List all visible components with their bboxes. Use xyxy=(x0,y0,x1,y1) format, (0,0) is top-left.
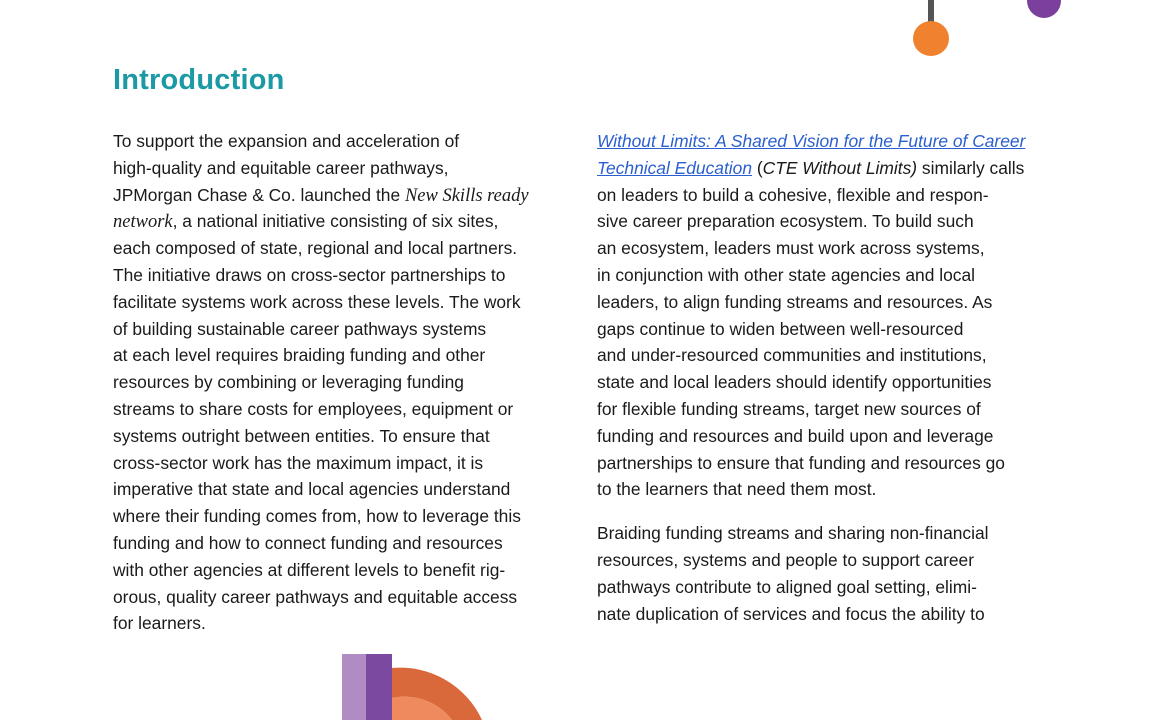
text-line: resources, systems and people to support career xyxy=(597,549,974,570)
text-line: funding and resources and build upon and leverage xyxy=(597,425,994,446)
text-line: nate duplication of services and focus the ability to xyxy=(597,603,985,624)
text-line: systems outright between entities. To ensure that xyxy=(113,425,490,446)
text-line: The initiative draws on cross-sector partnerships to xyxy=(113,264,506,285)
text-line: each composed of state, regional and local partners. xyxy=(113,238,518,259)
text-line: with other agencies at different levels to benefit rig- xyxy=(113,559,506,580)
text-line xyxy=(597,155,1037,182)
cte-without-limits-italic: CTE Without Limits) xyxy=(762,157,918,178)
text-line: on leaders to build a cohesive, flexible and respon- xyxy=(597,184,989,205)
text-line xyxy=(597,128,1037,155)
text-line: high-quality and equitable career pathways, xyxy=(113,157,449,178)
text-line xyxy=(113,208,553,235)
text-line: leaders, to align funding streams and resources. As xyxy=(597,291,993,312)
text-line: gaps continue to widen between well-resourced xyxy=(597,318,964,339)
paragraph-gap xyxy=(597,503,1037,520)
text-line: in conjunction with other state agencies and local xyxy=(597,264,976,285)
text-line: where their funding comes from, how to leverage this xyxy=(113,506,521,527)
text-line: partnerships to ensure that funding and resources go xyxy=(597,452,1005,473)
text-line: facilitate systems work across these levels. The work xyxy=(113,291,521,312)
text-line: of building sustainable career pathways systems xyxy=(113,318,487,339)
text-line: for learners. xyxy=(113,613,206,634)
right-column xyxy=(597,128,1037,627)
cte-without-limits-link[interactable]: Without Limits: A Shared Vision for the Future of Career xyxy=(597,131,1026,151)
left-column xyxy=(113,128,553,637)
text-line: To support the expansion and acceleration of xyxy=(113,131,460,151)
new-skills-ready-network-italic: network xyxy=(113,212,173,233)
text-line: orous, quality career pathways and equitable access xyxy=(113,586,518,607)
text-line xyxy=(113,182,553,209)
text-line: resources by combining or leveraging funding xyxy=(113,372,464,393)
purple-dot-icon xyxy=(1027,0,1061,18)
text-line: pathways contribute to aligned goal setting, elimi- xyxy=(597,576,977,597)
new-skills-ready-network-italic: New Skills ready xyxy=(404,185,529,206)
text-line: Braiding funding streams and sharing non-financial xyxy=(597,523,989,544)
text-line: for flexible funding streams, target new sources of xyxy=(597,398,981,419)
decorative-arc-graphic xyxy=(342,654,482,720)
text-line: cross-sector work has the maximum impact, it is xyxy=(113,452,484,473)
text-line: streams to share costs for employees, equipment or xyxy=(113,398,514,419)
cte-without-limits-link[interactable]: Technical Education xyxy=(597,157,753,178)
text-line: state and local leaders should identify opportunities xyxy=(597,372,992,393)
text-line: imperative that state and local agencies understand xyxy=(113,479,511,500)
orange-dot-icon xyxy=(913,21,949,56)
text-span: similarly calls xyxy=(917,157,1025,178)
page-title: Introduction xyxy=(113,64,285,96)
text-line: an ecosystem, leaders must work across systems, xyxy=(597,238,985,259)
text-line: sive career preparation ecosystem. To build such xyxy=(597,211,974,232)
text-span: , a national initiative consisting of six sites, xyxy=(172,211,499,232)
text-line: funding and how to connect funding and resources xyxy=(113,532,503,553)
decorative-stem xyxy=(928,0,934,22)
text-line: to the learners that need them most. xyxy=(597,479,877,500)
text-line: at each level requires braiding funding and other xyxy=(113,345,486,366)
text-line: and under-resourced communities and institutions, xyxy=(597,345,987,366)
text-span: ( xyxy=(752,157,763,178)
text-span: JPMorgan Chase & Co. launched the xyxy=(113,184,405,205)
